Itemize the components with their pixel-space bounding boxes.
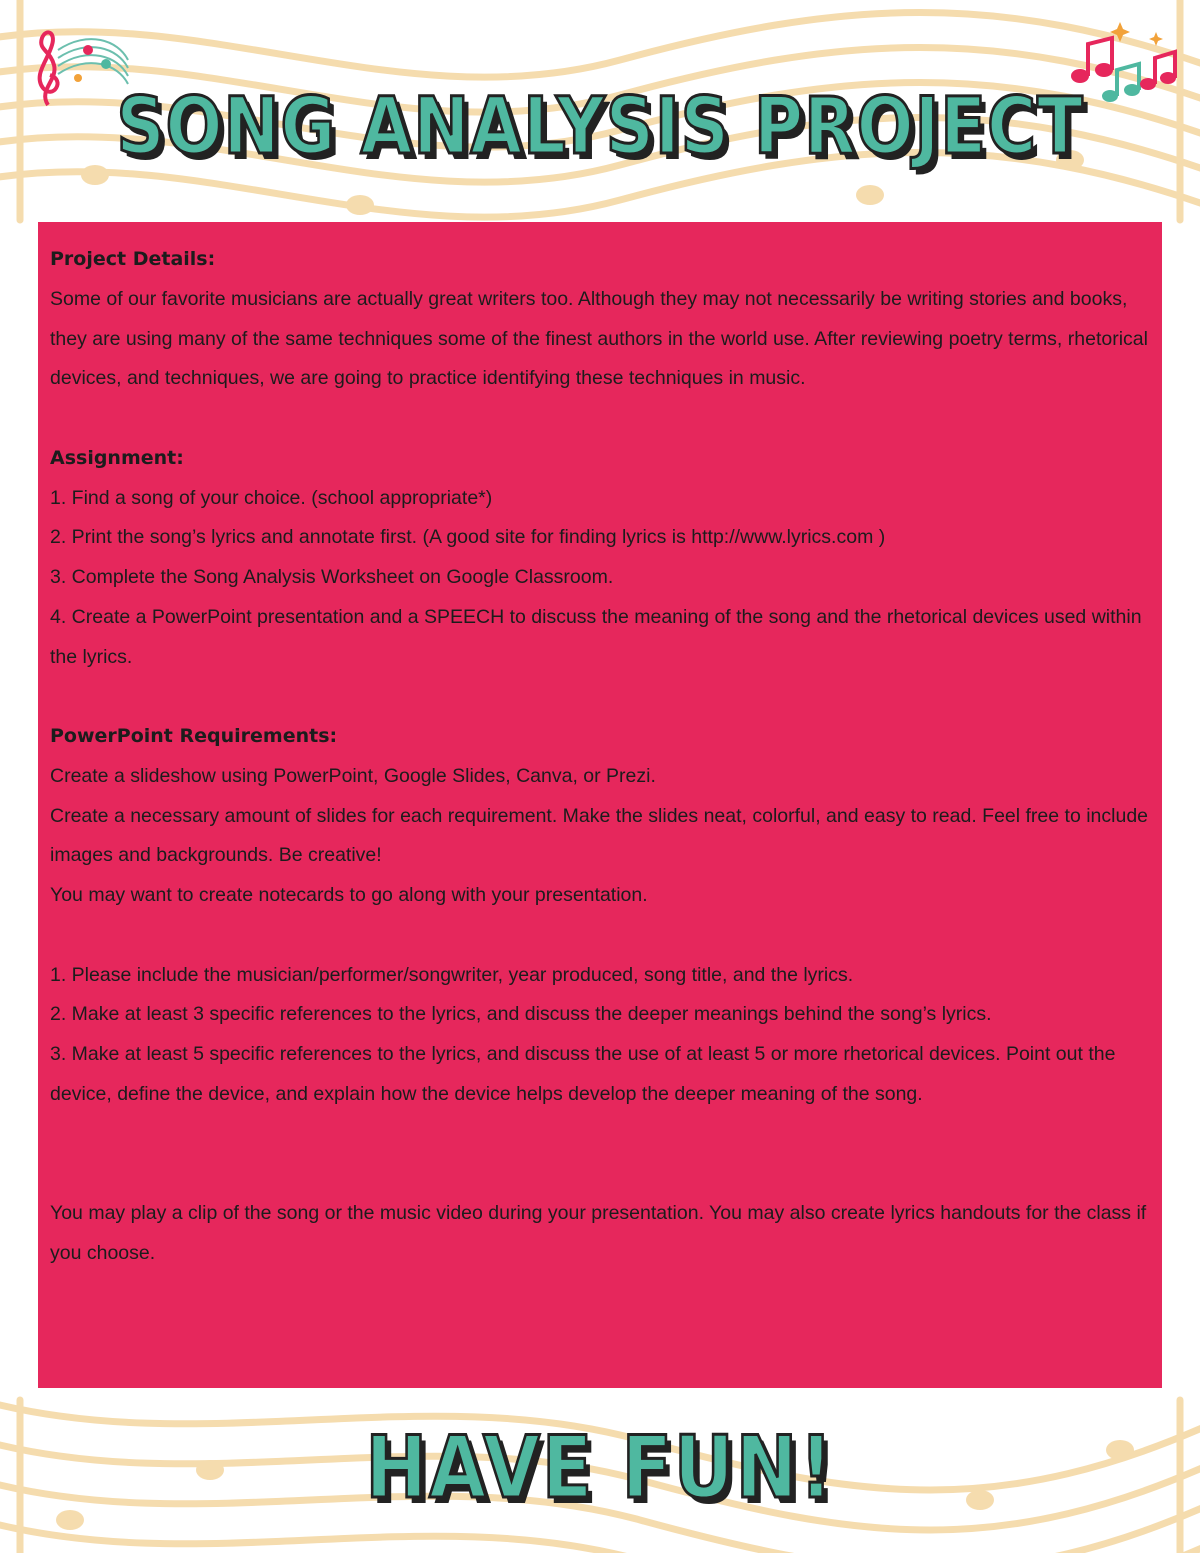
assignment-item: 2. Print the song’s lyrics and annotate first. (A good site for finding lyrics is http://www.lyrics.com )	[50, 526, 886, 549]
requirement-item: 2. Make at least 3 specific references to the lyrics, and discuss the deeper meanings behind the song’s lyrics.	[50, 1003, 992, 1026]
assignment-heading: Assignment:	[50, 446, 184, 469]
requirements-intro: Create a necessary amount of slides for each requirement. Make the slides neat, colorful, and easy to read. Feel free to include images and backgrounds. Be creative!	[50, 804, 1149, 867]
requirement-item: 1. Please include the musician/performer/songwriter, year produced, song title, and the lyrics.	[50, 963, 854, 986]
have-fun-banner: HAVE FUN!	[365, 1418, 835, 1518]
project-details-text: Some of our favorite musicians are actually great writers too. Although they may not necessarily be writing stories and books, they are using many of the same techniques some of the finest authors in the world use. After reviewing poetry terms, rhetorical devices, and techniques, we are going to practice identifying these techniques in music.	[50, 287, 1148, 390]
assignment-item: 4. Create a PowerPoint presentation and a SPEECH to discuss the meaning of the song and the rhetorical devices used within the lyrics.	[50, 605, 1142, 668]
assignment-item: 1. Find a song of your choice. (school appropriate*)	[50, 486, 493, 509]
assignment-item: 3. Complete the Song Analysis Worksheet on Google Classroom.	[50, 566, 614, 588]
page-title: SONG ANALYSIS PROJECT	[116, 82, 1084, 172]
requirement-item: 3. Make at least 5 specific references to the lyrics, and discuss the use of at least 5 or more rhetorical devices. Point out the device, define the device, and explain how the device helps develop the deeper meaning of the song.	[50, 1043, 1116, 1105]
project-details-heading: Project Details:	[50, 248, 216, 270]
content-panel	[38, 222, 1162, 1388]
requirements-note: You may play a clip of the song or the music video during your presentation. You may also create lyrics handouts for the class if you choose.	[50, 1202, 1147, 1264]
requirements-intro: Create a slideshow using PowerPoint, Google Slides, Canva, or Prezi.	[50, 764, 656, 787]
requirements-intro: You may want to create notecards to go along with your presentation.	[50, 884, 648, 906]
requirements-heading: PowerPoint Requirements:	[50, 725, 338, 747]
